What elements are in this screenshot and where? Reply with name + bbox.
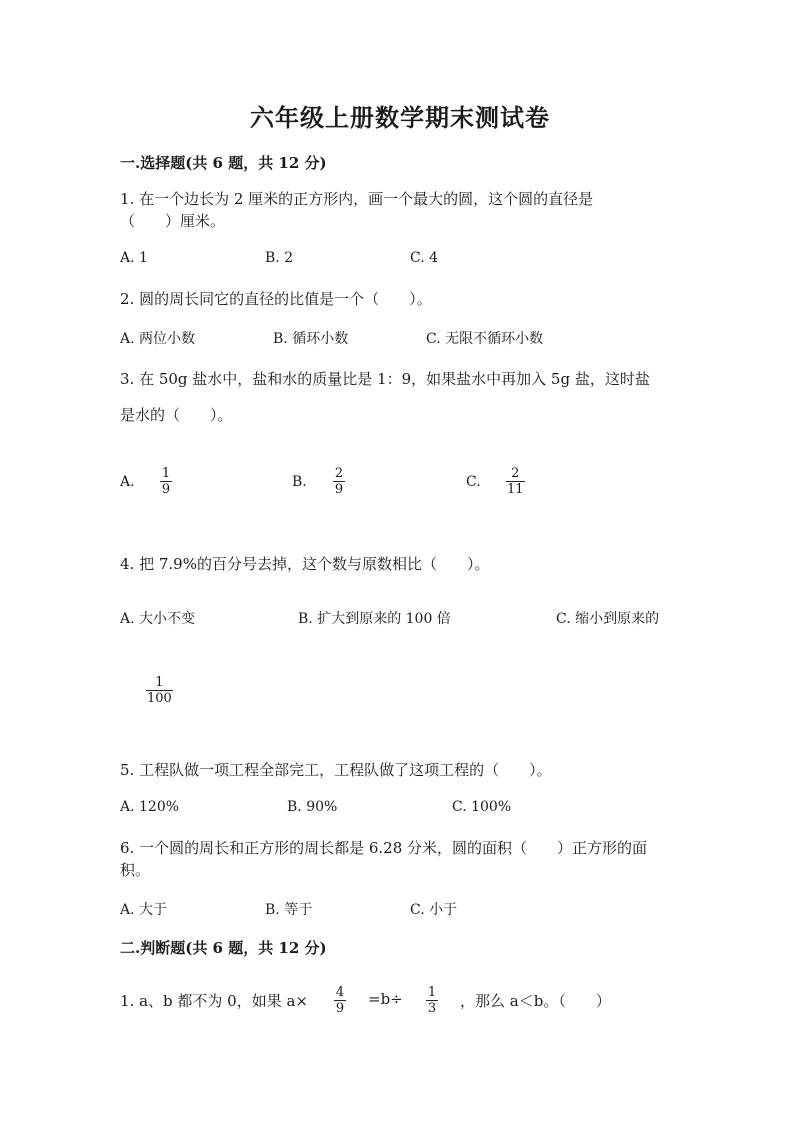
- fraction-numerator: 4: [335, 985, 345, 1000]
- question-4-text: 4. 把 7.9%的百分号去掉，这个数与原数相比（ ）。: [120, 555, 490, 573]
- question-2-option-c: C. 无限不循环小数: [426, 331, 544, 347]
- question-4-option-a: A. 大小不变: [120, 611, 196, 627]
- fraction-numerator: 2: [511, 466, 520, 481]
- question-3-option-c-label: C.: [466, 474, 481, 490]
- question-3-option-b-fraction: [333, 466, 345, 497]
- question-4-option-c: C. 缩小到原来的: [556, 611, 660, 627]
- fraction-denominator: 3: [427, 1001, 437, 1016]
- fraction-denominator: 9: [161, 482, 171, 497]
- fraction-numerator: 1: [427, 985, 437, 1000]
- fraction-denominator: 9: [334, 482, 344, 497]
- question-1-text-cont: （ ）厘米。: [120, 212, 226, 230]
- section-heading-choice: 一.选择题(共 6 题，共 12 分): [120, 154, 327, 172]
- question-5-option-b: B. 90%: [287, 799, 338, 815]
- question-4-option-c-fraction: [146, 675, 173, 706]
- fraction-numerator: 1: [155, 675, 164, 690]
- question-1-text: 1. 在一个边长为 2 厘米的正方形内，画一个最大的圆，这个圆的直径是: [120, 190, 594, 208]
- question-3-option-a-fraction: [160, 466, 172, 497]
- judgment-1-fraction-1: [334, 985, 346, 1016]
- question-5-option-c: C. 100%: [452, 799, 512, 815]
- judgment-1-text-part1: 1. a、b 都不为 0，如果 a×: [120, 992, 308, 1010]
- question-5-option-a: A. 120%: [120, 799, 180, 815]
- question-6-text-cont: 积。: [120, 861, 151, 879]
- question-6-option-c: C. 小于: [410, 902, 458, 918]
- question-2-option-a: A. 两位小数: [120, 331, 196, 347]
- question-3-option-c-fraction: [506, 466, 525, 497]
- section-heading-judgment: 二.判断题(共 6 题，共 12 分): [120, 939, 327, 957]
- question-6-text: 6. 一个圆的周长和正方形的周长都是 6.28 分米，圆的面积（ ）正方形的面: [120, 839, 648, 857]
- page-title: 六年级上册数学期末测试卷: [250, 103, 550, 132]
- question-6-option-b: B. 等于: [265, 902, 313, 918]
- question-5-text: 5. 工程队做一项工程全部完工，工程队做了这项工程的（ ）。: [120, 761, 552, 779]
- judgment-1-text-part3: ，那么 a＜b。（ ）: [460, 992, 611, 1010]
- fraction-numerator: 2: [334, 466, 344, 481]
- question-1-option-c: C. 4: [410, 250, 439, 266]
- fraction-denominator: 9: [335, 1001, 345, 1016]
- question-4-option-b: B. 扩大到原来的 100 倍: [298, 611, 451, 627]
- question-3-text: 3. 在 50g 盐水中，盐和水的质量比是 1：9，如果盐水中再加入 5g 盐，这时盐: [120, 370, 650, 388]
- fraction-denominator: 11: [507, 482, 524, 497]
- question-1-option-a: A. 1: [120, 250, 148, 266]
- fraction-denominator: 100: [147, 691, 172, 706]
- question-2-text: 2. 圆的周长同它的直径的比值是一个（ ）。: [120, 290, 432, 308]
- question-6-option-a: A. 大于: [120, 902, 168, 918]
- question-1-option-b: B. 2: [265, 250, 294, 266]
- question-3-text-cont: 是水的（ ）。: [120, 406, 233, 424]
- question-3-option-a-label: A.: [120, 474, 135, 490]
- question-2-option-b: B. 循环小数: [273, 331, 349, 347]
- fraction-numerator: 1: [161, 466, 171, 481]
- judgment-1-text-part2: =b÷: [368, 990, 403, 1008]
- judgment-1-fraction-2: [426, 985, 438, 1016]
- question-3-option-b-label: B.: [292, 474, 307, 490]
